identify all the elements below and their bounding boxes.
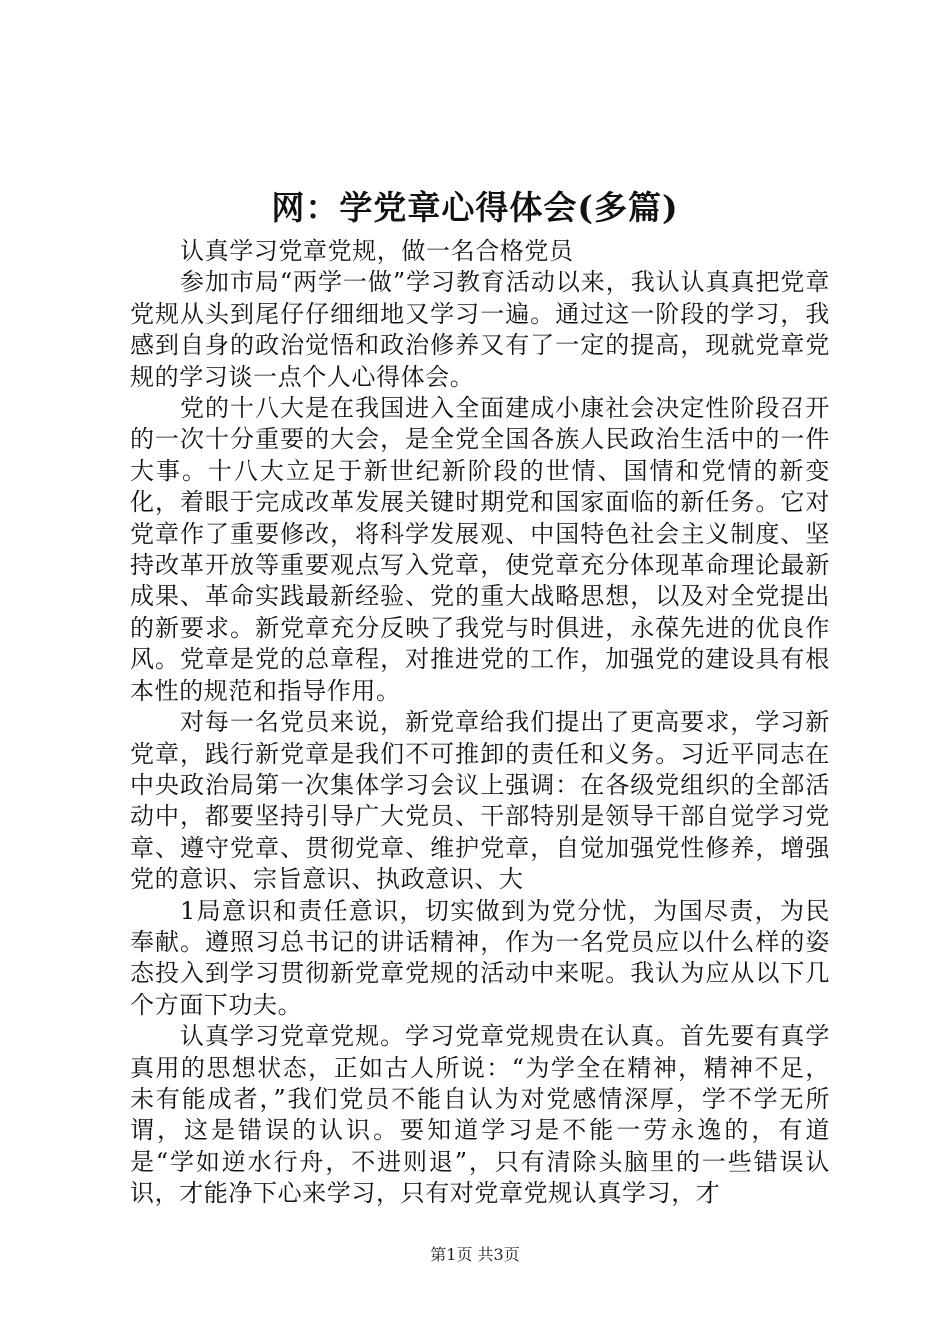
paragraph: 认真学习党章党规，做一名合格党员 <box>180 237 574 265</box>
page-footer: 第1页 共3页 <box>430 1245 520 1264</box>
paragraph: 参加市局“两学一做”学习教育活动以来，我认认真真把党章党规从头到尾仔仔细细地又学习一遍。通过这一阶段的学习，我感到自身的政治觉悟和政治修养又有了一定的提高，现就党章党规的学习谈一点个人心得体会。 <box>130 268 830 391</box>
document-body <box>130 236 830 1210</box>
paragraph: 对每一名党员来说，新党章给我们提出了更高要求，学习新党章，践行新党章是我们不可推卸的责任和义务。习近平同志在中央政治局第一次集体学习会议上强调：在各级党组织的全部活动中，都要坚持引导广大党员、干部特别是领导干部自觉学习党章、遵守党章、贯彻党章、维护党章，自觉加强党性修养，增强党的意识、宗旨意识、执政意识、大 <box>130 708 830 894</box>
paragraph: 1局意识和责任意识，切实做到为党分忧，为国尽责，为民奉献。遵照习总书记的讲话精神，作为一名党员应以什么样的姿态投入到学习贯彻新党章党规的活动中来呢。我认为应从以下几个方面下功夫。 <box>130 896 830 1019</box>
paragraph: 认真学习党章党规。学习党章党规贵在认真。首先要有真学真用的思想状态，正如古人所说：“为学全在精神，精神不足，未有能成者，”我们党员不能自认为对党感情深厚，学不学无所谓，这是错误的认识。要知道学习是不能一劳永逸的，有道是“学如逆水行舟，不进则退”，只有清除头脑里的一些错误认识，才能净下心来学习，只有对党章党规认真学习，才 <box>130 1022 830 1208</box>
document-title: 网：学党章心得体会(多篇) <box>271 188 679 227</box>
paragraph: 党的十八大是在我国进入全面建成小康社会决定性阶段召开的一次十分重要的大会，是全党全国各族人民政治生活中的一件大事。十八大立足于新世纪新阶段的世情、国情和党情的新变化，着眼于完成改革发展关键时期党和国家面临的新任务。它对党章作了重要修改，将科学发展观、中国特色社会主义制度、坚持改革开放等重要观点写入党章，使党章充分体现革命理论最新成果、革命实践最新经验、党的重大战略思想，以及对全党提出的新要求。新党章充分反映了我党与时俱进，永葆先进的优良作风。党章是党的总章程，对推进党的工作，加强党的建设具有根本性的规范和指导作用。 <box>130 394 830 705</box>
